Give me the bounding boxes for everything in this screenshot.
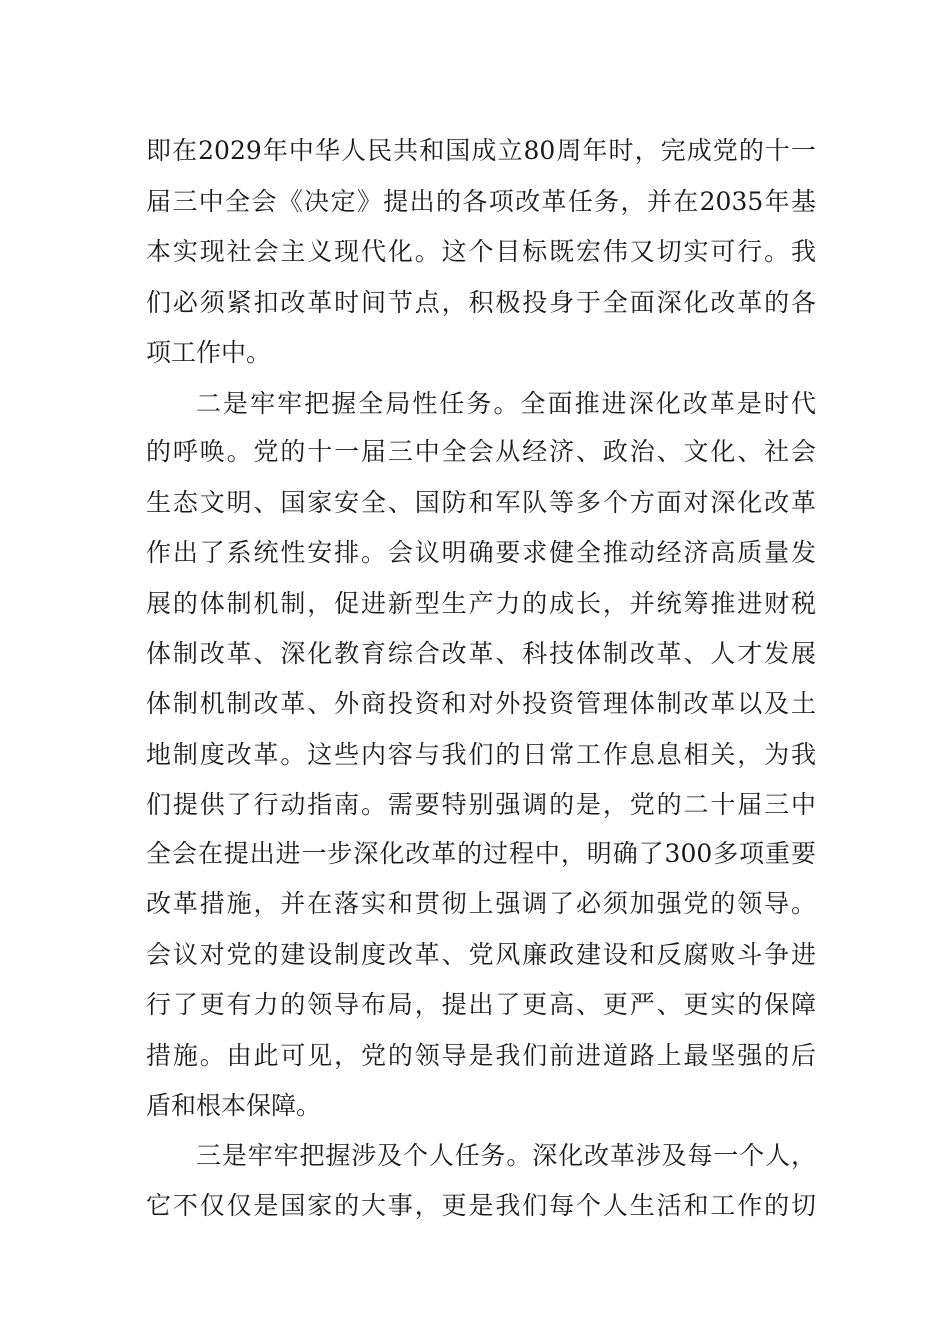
text-line: 改革措施，并在落实和贯彻上强调了必须加强党的领导。 [146,889,816,918]
text-line: 体制机制改革、外商投资和对外投资管理体制改革以及土 [146,689,816,718]
text-line: 措施。由此可见，党的领导是我们前进道路上最坚强的后 [146,1041,816,1070]
text-line: 全会在提出进一步深化改革的过程中，明确了300多项重要 [146,839,816,868]
text-line: 它不仅仅是国家的大事，更是我们每个人生活和工作的切 [146,1191,816,1220]
text-line: 盾和根本保障。 [146,1091,322,1120]
text-line: 会议对党的建设制度改革、党风廉政建设和反腐败斗争进 [146,940,816,969]
text-line: 体制改革、深化教育综合改革、科技体制改革、人才发展 [146,639,816,668]
text-line: 即在2029年中华人民共和国成立80周年时，完成党的十一 [146,136,816,165]
text-line: 项工作中。 [146,338,272,367]
text-line: 生态文明、国家安全、国防和军队等多个方面对深化改革 [146,488,816,517]
text-line: 展的体制机制，促进新型生产力的成长，并统筹推进财税 [146,589,816,618]
text-line: 们必须紧扣改革时间节点，积极投身于全面深化改革的各 [146,288,816,317]
paragraph-first-line: 二是牢牢把握全局性任务。全面推进深化改革是时代 [196,389,816,418]
text-line: 本实现社会主义现代化。这个目标既宏伟又切实可行。我 [146,237,816,266]
text-line: 作出了系统性安排。会议明确要求健全推动经济高质量发 [146,538,816,567]
paragraph-first-line: 三是牢牢把握涉及个人任务。深化改革涉及每一个人， [196,1141,816,1170]
text-line: 地制度改革。这些内容与我们的日常工作息息相关，为我 [146,740,816,769]
text-line: 届三中全会《决定》提出的各项改革任务，并在2035年基 [146,187,816,216]
text-line: 们提供了行动指南。需要特别强调的是，党的二十届三中 [146,790,816,819]
text-line: 行了更有力的领导布局，提出了更高、更严、更实的保障 [146,990,816,1019]
text-line: 的呼唤。党的十一届三中全会从经济、政治、文化、社会 [146,437,816,466]
